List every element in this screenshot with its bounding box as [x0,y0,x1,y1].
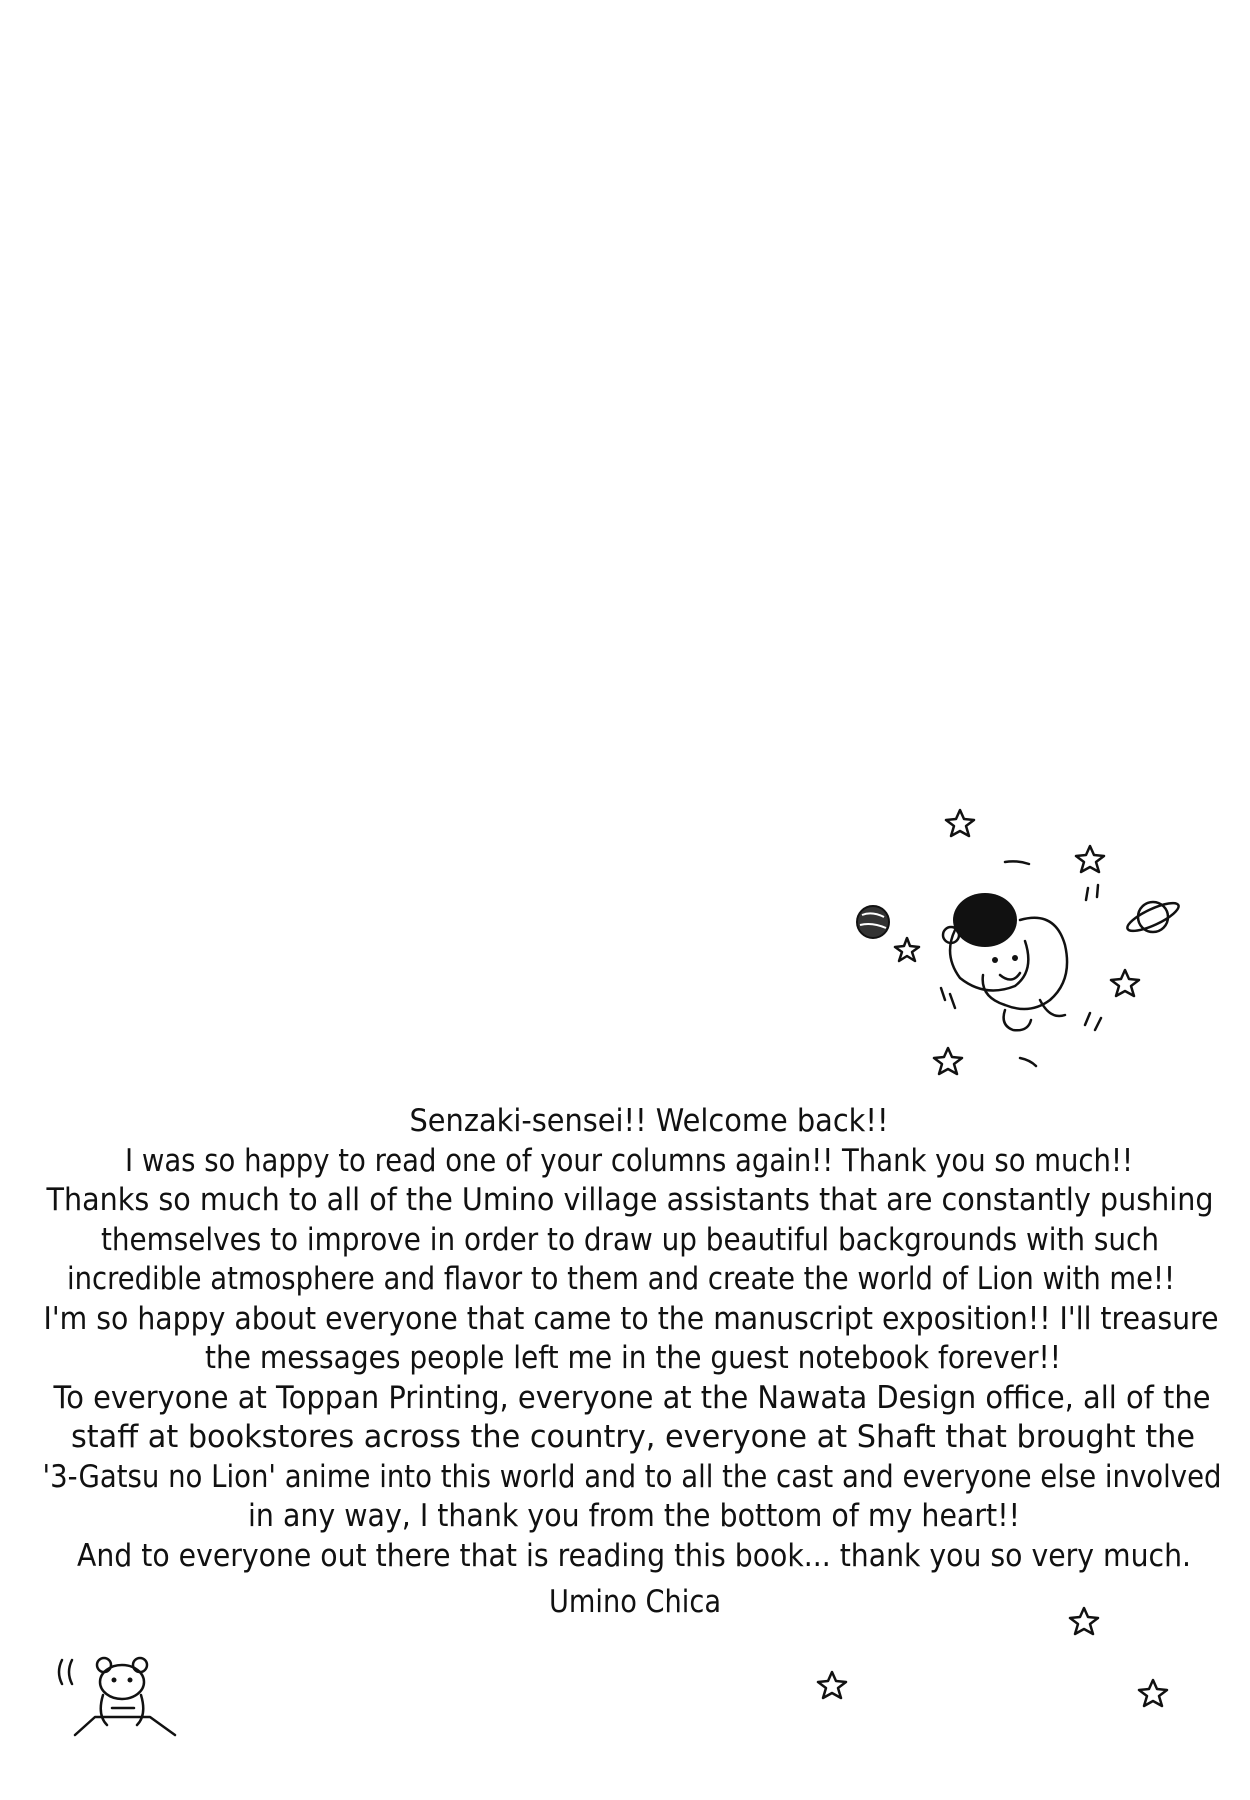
star-icon [895,938,919,961]
star-icon [818,1672,846,1698]
planet-icon [857,906,889,938]
message-line: I'm so happy about everyone that came to the manuscript exposition!! I'll treasure [43,1301,1219,1337]
star-icon [946,810,974,836]
star-icon [1111,970,1139,996]
bear-illustration [59,1658,175,1735]
character-illustration [941,861,1101,1066]
message-line: in any way, I thank you from the bottom of my heart!! [248,1498,1020,1534]
message-line: themselves to improve in order to draw up beautiful backgrounds with such [101,1222,1159,1258]
message-line: '3-Gatsu no Lion' anime into this world and to all the cast and everyone else involved [42,1459,1222,1495]
star-icon [1076,846,1104,872]
ringed-planet-icon [1124,898,1182,936]
star-icon [1139,1680,1167,1706]
signature: Umino Chica [549,1584,721,1620]
message-line: Senzaki-sensei!! Welcome back!! [409,1103,889,1139]
message-line: I was so happy to read one of your columns again!! Thank you so much!! [125,1143,1133,1179]
message-line: To everyone at Toppan Printing, everyone at the Nawata Design office, all of the [52,1380,1211,1416]
message-line: the messages people left me in the guest notebook forever!! [205,1340,1061,1376]
message-line: incredible atmosphere and flavor to them and create the world of Lion with me!! [67,1261,1175,1297]
message-line: Thanks so much to all of the Umino village assistants that are constantly pushing [45,1182,1214,1218]
star-icon [1070,1608,1098,1634]
message-line: And to everyone out there that is reading this book... thank you so very much. [77,1538,1191,1574]
star-icon [934,1048,962,1074]
afterword-message [43,1103,1222,1620]
message-line: staff at bookstores across the country, everyone at Shaft that brought the [71,1419,1195,1455]
